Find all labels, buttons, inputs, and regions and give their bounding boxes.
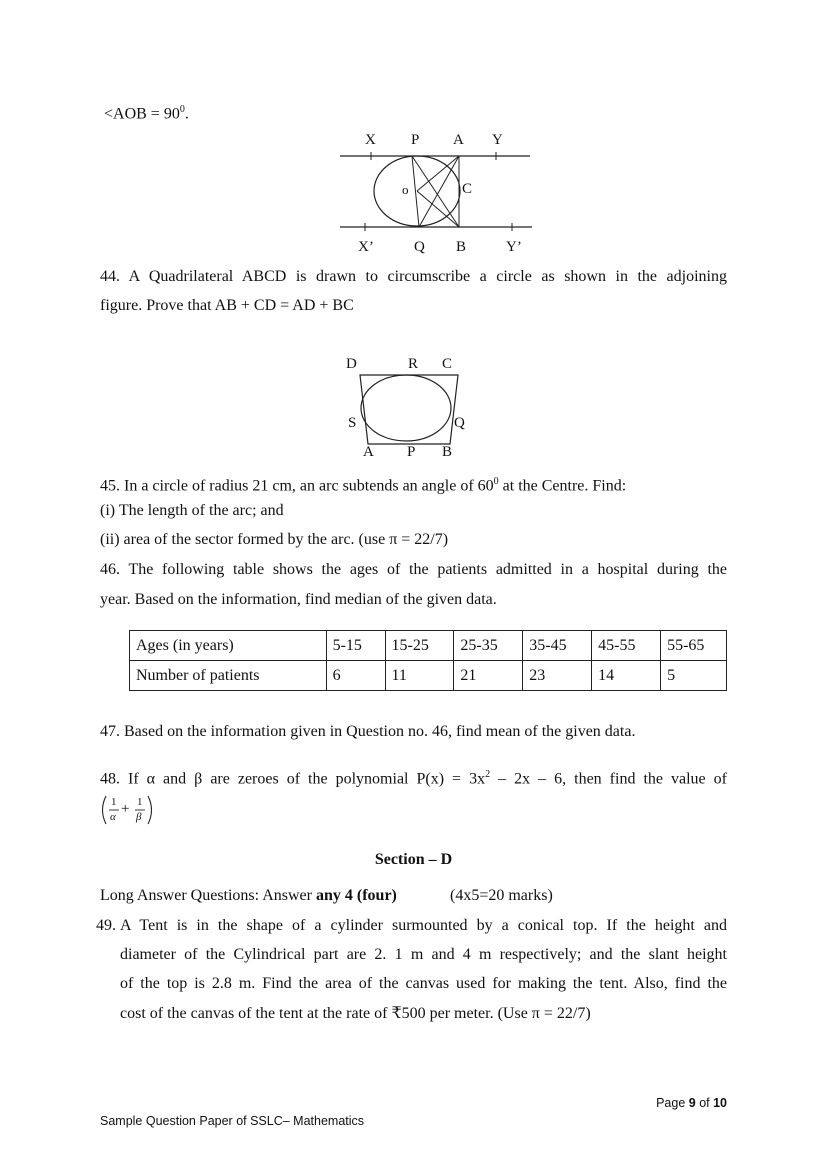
q45-line-3: (ii) area of the sector formed by the arc. (use π = 22/7) xyxy=(100,531,449,548)
q46-line-2: year. Based on the information, find median of the given data. xyxy=(100,591,497,608)
page-total: 10 xyxy=(713,1096,727,1110)
table-cell: 15-25 xyxy=(385,631,454,661)
label-p: P xyxy=(411,132,420,148)
label-a: A xyxy=(453,132,464,148)
table-cell: 21 xyxy=(454,661,523,691)
label-x: X xyxy=(365,132,376,148)
q45-superscript: 0 xyxy=(493,476,499,487)
label-x-prime: X’ xyxy=(358,239,374,255)
table-cell: 23 xyxy=(523,661,592,691)
instruction-text: Long Answer Questions: Answer xyxy=(100,887,316,904)
q47-text: 47. Based on the information given in Question no. 46, find mean of the given data. xyxy=(100,723,636,740)
q44-line-2: figure. Prove that AB + CD = AD + BC xyxy=(100,297,354,314)
q49-line-2: diameter of the Cylindrical part are 2. 1 m and 4 m respectively; and the slant height xyxy=(120,946,727,963)
label-a2: A xyxy=(363,444,374,460)
paren-right xyxy=(148,796,152,824)
q49-line-4: cost of the canvas of the tent at the rate of ₹500 per meter. (Use π = 22/7) xyxy=(120,1005,591,1022)
label-o: o xyxy=(402,182,409,197)
q45-text-b: at the Centre. Find: xyxy=(498,477,627,495)
q48-text-a: 48. If α and β are zeroes of the polynomial P(x) = 3x xyxy=(100,770,486,788)
q49-line-3: of the top is 2.8 m. Find the area of the canvas used for making the tent. Also, find the xyxy=(120,975,727,992)
angle-superscript: 0 xyxy=(179,104,185,115)
table-cell: 45-55 xyxy=(592,631,661,661)
q48-superscript: 2 xyxy=(485,769,491,780)
q46-line-1: 46. The following table shows the ages of the patients admitted in a hospital during the xyxy=(100,561,727,578)
q49-number: 49. xyxy=(96,917,116,934)
table-cell: 5 xyxy=(661,661,727,691)
label-r: R xyxy=(408,356,419,372)
label-c2: C xyxy=(442,356,453,372)
denominator-alpha: α xyxy=(110,811,116,823)
angle-text: <AOB = 90 xyxy=(104,105,180,123)
label-y-prime: Y’ xyxy=(506,239,522,255)
q45-line-2: (i) The length of the arc; and xyxy=(100,502,284,519)
page-of: of xyxy=(695,1096,714,1110)
table-cell: 35-45 xyxy=(523,631,592,661)
table-cell: 5-15 xyxy=(326,631,385,661)
q44-line-1: 44. A Quadrilateral ABCD is drawn to circumscribe a circle as shown in the adjoining xyxy=(100,268,727,285)
plus-sign: + xyxy=(121,801,130,817)
page-current: 9 xyxy=(688,1096,696,1110)
table-cell: 55-65 xyxy=(661,631,727,661)
marks-note: (4x5=20 marks) xyxy=(450,887,553,904)
page-label: Page xyxy=(656,1096,689,1110)
table-cell: Ages (in years) xyxy=(130,631,327,661)
table-cell: 25-35 xyxy=(454,631,523,661)
footer-title: Sample Question Paper of SSLC– Mathematics xyxy=(100,1114,365,1128)
numerator-2: 1 xyxy=(137,796,143,808)
table-cell: 14 xyxy=(592,661,661,691)
paren-left xyxy=(103,796,107,824)
section-heading: Section – D xyxy=(374,851,453,868)
table-cell: 11 xyxy=(385,661,454,691)
label-q2: Q xyxy=(454,415,465,431)
label-y: Y xyxy=(492,132,503,148)
denominator-beta: β xyxy=(136,811,142,823)
long-answer-instructions xyxy=(100,886,397,906)
table-cell: 6 xyxy=(326,661,385,691)
q45-text-a: 45. In a circle of radius 21 cm, an arc subtends an angle of 60 xyxy=(100,477,494,495)
label-q: Q xyxy=(414,239,425,255)
page-number xyxy=(656,1095,727,1111)
label-d: D xyxy=(346,356,357,372)
instruction-bold: any 4 (four) xyxy=(315,887,397,904)
label-s: S xyxy=(348,415,357,431)
label-b: B xyxy=(456,239,467,255)
angle-period: . xyxy=(184,105,189,123)
label-c: C xyxy=(462,181,473,197)
q48-text-b: – 2x – 6, then find the value of xyxy=(490,770,727,788)
table-cell: Number of patients xyxy=(130,661,327,691)
label-b2: B xyxy=(442,444,453,460)
numerator-1: 1 xyxy=(111,796,117,808)
label-p2: P xyxy=(407,444,416,460)
q49-line-1: A Tent is in the shape of a cylinder surmounted by a conical top. If the height and xyxy=(120,917,727,934)
